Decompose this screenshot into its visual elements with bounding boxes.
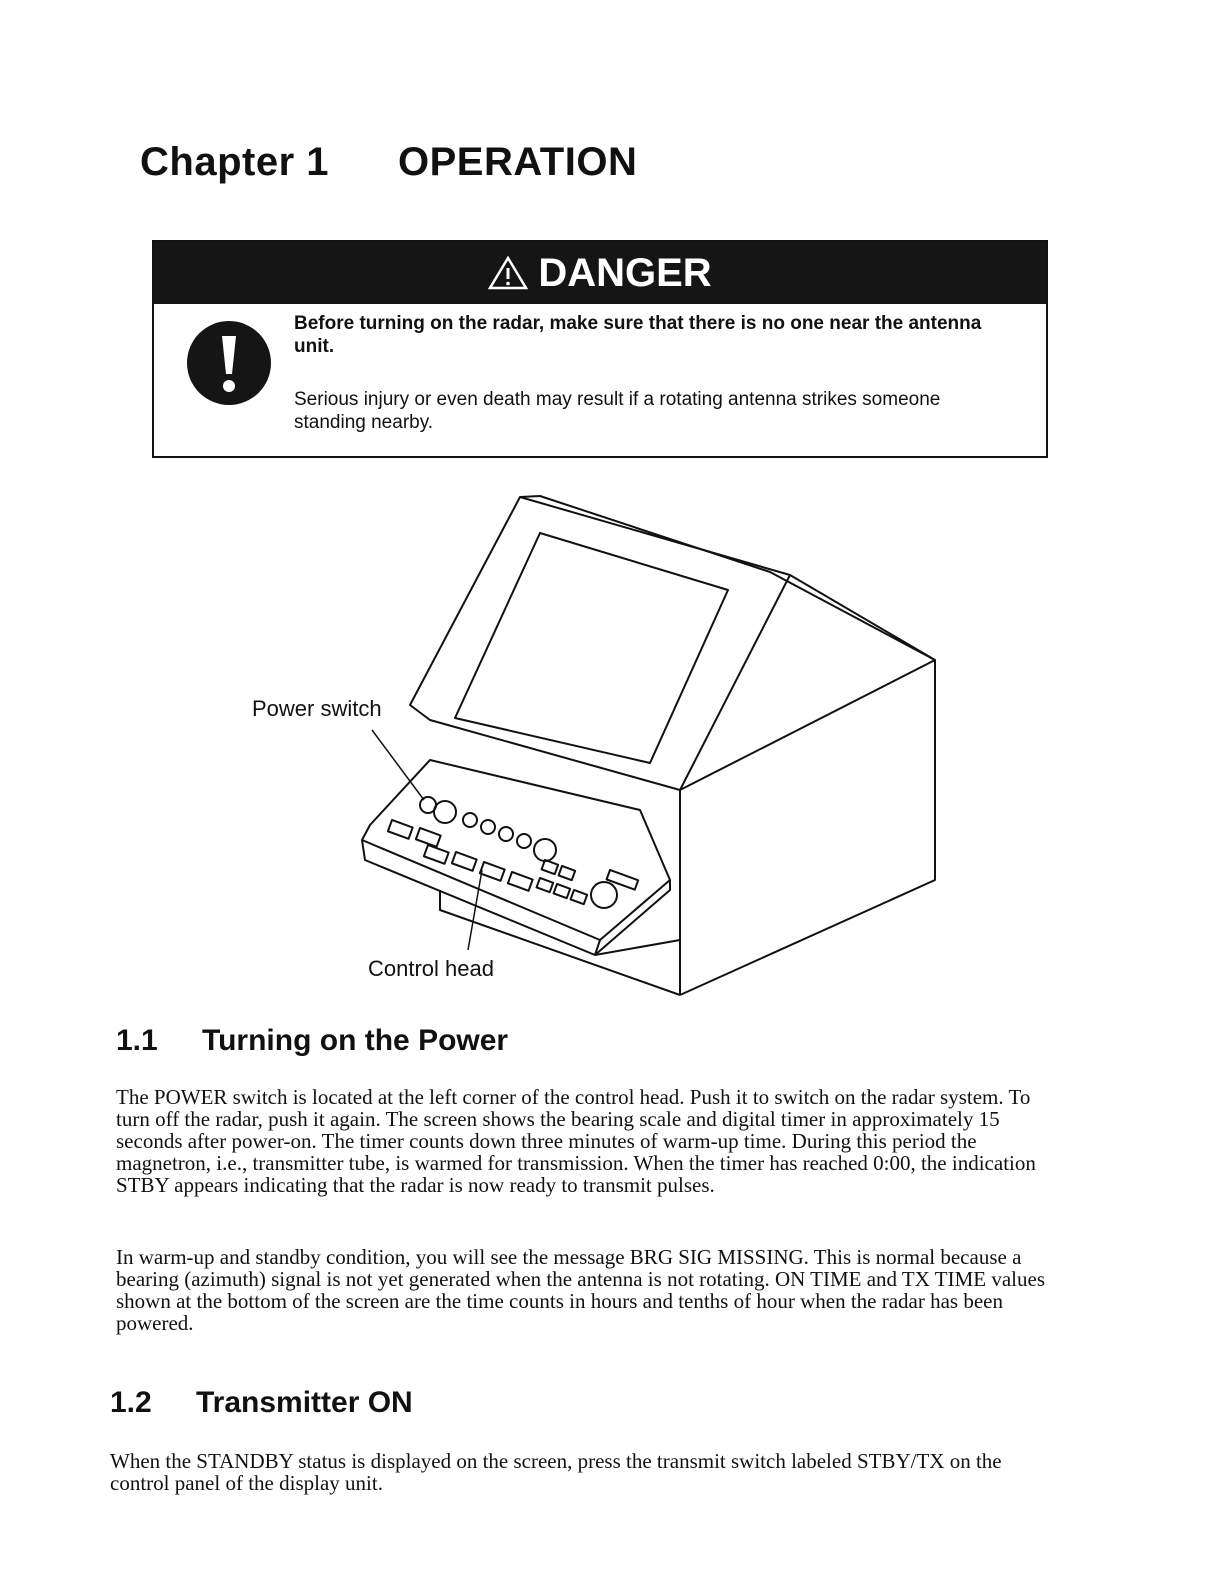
exclamation-icon <box>186 320 272 406</box>
warning-triangle-icon <box>488 256 528 290</box>
label-power-switch: Power switch <box>252 696 382 721</box>
housing-top <box>520 496 935 660</box>
danger-label: DANGER <box>538 251 712 295</box>
section-1-number: 1.1 <box>116 1024 158 1057</box>
control-head <box>362 760 670 940</box>
section-2-title: Transmitter ON <box>196 1386 413 1419</box>
chapter-heading <box>140 140 637 185</box>
danger-bold-text: Before turning on the radar, make sure that there is no one near the antenna unit. <box>294 313 982 357</box>
chapter-number: Chapter 1 <box>140 140 329 184</box>
label-control-head: Control head <box>368 956 494 981</box>
screen-bezel <box>410 497 790 790</box>
section-1-paragraph-1: The POWER switch is located at the left corner of the control head. Push it to switch on the radar system. To turn off the radar, push it again. The screen shows the bearing scale and digital timer in approximately 15 seconds after power-on. The timer counts down three minutes of warm-up time. During this period the magnetron, i.e., transmitter tube, is warmed for transmission. When the timer has reached 0:00, the indication STBY appears indicating that the radar is now ready to transmit pulses. <box>116 1085 1036 1197</box>
section-2-paragraph-1: When the STANDBY status is displayed on the screen, press the transmit switch labeled STBY/TX on the control panel of the display unit. <box>110 1449 1002 1495</box>
section-2-number: 1.2 <box>110 1386 152 1419</box>
radar-display-figure <box>240 490 960 1010</box>
section-1-heading <box>116 1024 508 1058</box>
danger-header <box>154 242 1046 304</box>
section-2-heading <box>110 1386 413 1420</box>
screen-inner <box>455 533 728 763</box>
chapter-title: OPERATION <box>398 140 638 184</box>
danger-text: Serious injury or even death may result if a rotating antenna strikes someone standing nearby. <box>294 389 941 433</box>
housing-right <box>680 575 935 995</box>
section-1-title: Turning on the Power <box>202 1024 509 1057</box>
section-1-paragraph-2: In warm-up and standby condition, you will see the message BRG SIG MISSING. This is normal because a bearing (azimuth) signal is not yet generated when the antenna is not rotating. ON TIME and TX TIME values shown at the bottom of the screen are the time counts in hours and tenths of hour when the radar has been powered. <box>116 1245 1046 1335</box>
danger-box <box>152 240 1048 458</box>
